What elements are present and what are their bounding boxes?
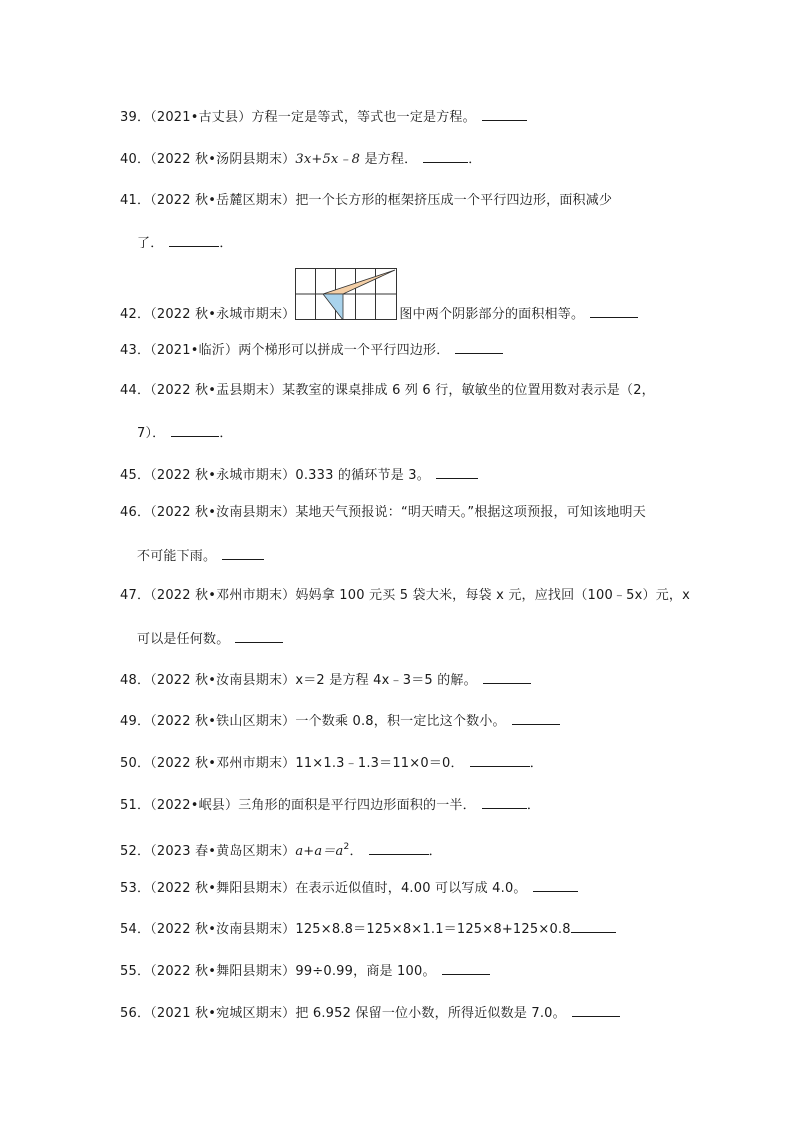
answer-blank[interactable] bbox=[169, 234, 219, 247]
answer-blank[interactable] bbox=[423, 150, 468, 163]
answer-blank[interactable] bbox=[482, 108, 527, 121]
grid-shading-figure bbox=[295, 268, 397, 320]
question-45: 45．（2022 秋•永城市期末）0.333 的循环节是 3。 bbox=[120, 466, 478, 485]
answer-blank[interactable] bbox=[222, 547, 264, 560]
question-43: 43．（2021•临沂）两个梯形可以拼成一个平行四边形． bbox=[120, 341, 503, 360]
question-49: 49．（2022 秋•铁山区期末）一个数乘 0.8，积一定比这个数小。 bbox=[120, 712, 560, 731]
answer-blank[interactable] bbox=[171, 424, 219, 437]
answer-blank[interactable] bbox=[455, 341, 503, 354]
question-44: 44．（2022 秋•盂县期末）某教室的课桌排成 6 列 6 行，敏敏坐的位置用数对表示是（2， bbox=[120, 383, 655, 398]
question-56: 56．（2021 秋•宛城区期末）把 6.952 保留一位小数，所得近似数是 7.0。 bbox=[120, 1004, 620, 1023]
question-54: 54．（2022 秋•汝南县期末）125×8.8＝125×8×1.1＝125×8+125×0.8 bbox=[120, 920, 616, 939]
question-41-cont: 了． ． bbox=[137, 236, 233, 251]
answer-blank[interactable] bbox=[235, 630, 283, 643]
question-47-cont: 可以是任何数。 bbox=[137, 630, 283, 649]
answer-blank[interactable] bbox=[436, 466, 478, 479]
question-41: 41．（2022 秋•岳麓区期末）把一个长方形的框架挤压成一个平行四边形，面积减少 bbox=[120, 193, 613, 208]
answer-blank[interactable] bbox=[483, 671, 531, 684]
answer-blank[interactable] bbox=[533, 879, 578, 892]
question-44-cont: 7）． ． bbox=[137, 426, 233, 441]
question-42: 42．（2022 秋•永城市期末） 图中两个阴影部分的面积相等。 bbox=[120, 268, 638, 341]
question-55: 55．（2022 秋•舞阳县期末）99÷0.99，商是 100。 bbox=[120, 962, 490, 981]
shaded-triangle-blue bbox=[323, 294, 343, 320]
question-47: 47．（2022 秋•邓州市期末）妈妈拿 100 元买 5 袋大米，每袋 x 元，应找回（100﹣5x）元，x bbox=[120, 588, 690, 603]
question-48: 48．（2022 秋•汝南县期末）x＝2 是方程 4x﹣3＝5 的解。 bbox=[120, 671, 531, 690]
question-52: 52．（2023 春•黄岛区期末）$a+a=a^2$． ． bbox=[120, 842, 442, 859]
answer-blank[interactable] bbox=[590, 305, 638, 318]
question-46: 46．（2022 秋•汝南县期末）某地天气预报说：“明天晴天。”根据这项预报，可知该地明天 bbox=[120, 505, 646, 520]
answer-blank[interactable] bbox=[470, 754, 530, 767]
question-39: 39．（2021•古丈县）方程一定是等式，等式也一定是方程。 bbox=[120, 108, 527, 127]
answer-blank[interactable] bbox=[571, 920, 616, 933]
shaded-triangle-orange bbox=[323, 270, 395, 294]
answer-blank[interactable] bbox=[572, 1004, 620, 1017]
answer-blank[interactable] bbox=[442, 962, 490, 975]
answer-blank[interactable] bbox=[512, 712, 560, 725]
question-51: 51．（2022•岷县）三角形的面积是平行四边形面积的一半． ． bbox=[120, 798, 541, 813]
question-53: 53．（2022 秋•舞阳县期末）在表示近似值时，4.00 可以写成 4.0。 bbox=[120, 879, 578, 898]
question-46-cont: 不可能下雨。 bbox=[137, 547, 264, 566]
question-50: 50．（2022 秋•邓州市期末）11×1.3﹣1.3＝11×0＝0． ． bbox=[120, 756, 543, 771]
question-40: 40．（2022 秋•汤阴县期末）3x+5x﹣8 是方程． ． bbox=[120, 152, 482, 167]
answer-blank[interactable] bbox=[369, 842, 429, 855]
answer-blank[interactable] bbox=[482, 796, 527, 809]
